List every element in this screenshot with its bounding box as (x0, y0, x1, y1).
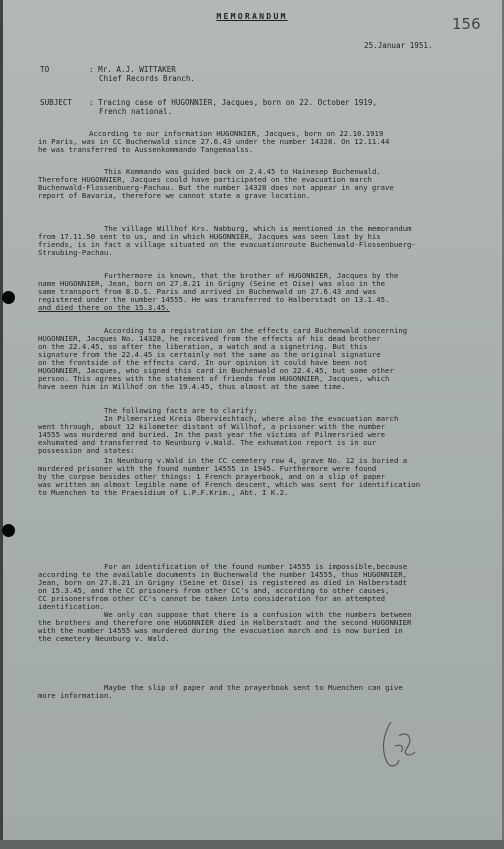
memo-text-line: according to the available documents in Buchenwald the number 14555, thus HUGONNIER, (38, 570, 408, 579)
memo-text-line: Therefore HUGONNIER, Jacques could have participated on the evacuation march (38, 175, 372, 184)
to-name: : Mr. A.J. WITTAKER (89, 65, 176, 74)
memo-text-line: In Neunburg v.Wald in the CC cemetery row 4, grave No. 12 is buried a (104, 456, 408, 465)
memo-text-line: The village Willhof Krs. Nabburg, which is mentioned in the memorandum (104, 224, 412, 233)
memo-text-line: more information. (38, 691, 113, 700)
memo-text-line: friends, is in fact a village situated on the evacuationroute Buchenwald-Flossenbuerg- (38, 240, 416, 249)
memo-text-line: identification. (38, 602, 104, 611)
memo-text-line: Buchenwald-Flossenbuerg-Pachau. But the number 14328 does not appear in any grave (38, 183, 394, 192)
memo-text-line: the cemetery Neunburg v. Wald. (38, 634, 170, 643)
memo-text-line: person. This agrees with the statement of friends from HUGONNIER, Jacques, which (38, 374, 390, 383)
handwritten-initials (377, 716, 417, 772)
memo-text-line: to Muenchen to the Praesidium of L.P.F.Krim., Abt. I K.2. (38, 488, 289, 497)
memo-text-line: report of Bavaria, therefore we cannot state a grave location. (38, 191, 311, 200)
memo-text-line: on the 22.4.45, so after the liberation, a watch and a signetring. But this (38, 342, 368, 351)
memo-text-line: on 15.3.45, and the CC prisoners from other CC's and, according to other causes, (38, 586, 390, 595)
memo-text-line: We only can suppose that there is a confusion with the numbers between (104, 610, 412, 619)
memo-text-line: in Paris, was in CC Buchenwald since 27.6.43 under the number 14328. On 12.11.44 (38, 137, 390, 146)
memo-text-line: registered under the number 14555. He was transferred to Halberstadt on 13.1.45. (38, 295, 390, 304)
memo-text-line: Jean, born on 27.8.21 in Grigny (Seine et Oise) is registered as died in Halberstadt (38, 578, 408, 587)
memo-text-line: have seen him in Willhof on the 19.4.45, thus almost at the same time. (38, 382, 346, 391)
memo-text-line: on the frontside of the effects card. In our opinion it could have been not (38, 358, 368, 367)
memo-text-line: with the number 14555 was murdered during the evacuation march and is now buried in (38, 626, 403, 635)
to-label: TO (40, 65, 50, 74)
memo-text-line: According to a registration on the effects card Buchenwald concerning (104, 326, 408, 335)
memo-text-line: exhumated and transferred to Neunburg v.Wald. The exhumation report is in our (38, 438, 377, 447)
to-position: Chief Records Branch. (99, 74, 196, 83)
memo-heading: MEMORANDUM (216, 11, 288, 21)
memo-text-line: In Pilmersried Kreis Oberviechtach, where also the evacuation march (104, 414, 399, 423)
memo-date: 25.Januar 1951. (364, 41, 433, 50)
memo-text-line: by the corpse besides other things: 1 French prayerbook, and on a slip of paper (38, 472, 386, 481)
memo-text-line: the brothers and therefore one HUGONNIER died in Halberstadt and the second HUGONNIER (38, 618, 412, 627)
memo-text-line: Maybe the slip of paper and the prayerbook sent to Muenchen can give (104, 683, 403, 692)
folio-number: 156 (452, 15, 481, 33)
memo-text-line: was written an almost legible name of French descent, which was sent for identification (38, 480, 421, 489)
memo-text-line: For an identification of the found number 14555 is impossible,because (104, 562, 408, 571)
memo-text-line: possession and states: (38, 446, 135, 455)
memo-text-line: he was transferred to Aussenkommando Tangemaalss. (38, 145, 254, 154)
memo-text-line: HUGONNIER, Jacques No. 14328, he received from the effects of his dead brother (38, 334, 381, 343)
memo-text-line: and died there on the 15.3.45. (38, 303, 170, 312)
memo-text-line: HUGONNIER, Jacques, who signed this card in Buchenwald on 22.4.45, but some other (38, 366, 394, 375)
memo-text-line: According to our information HUGONNIER, Jacques, born on 22.10.1919 (89, 129, 384, 138)
subject-line: French national. (99, 107, 173, 116)
memo-text-line: same transport from B.D.S. Paris and arrived in Buchenwald on 27.6.43 and was (38, 287, 377, 296)
memo-text-line: This Kommando was guided back on 2.4.45 to Hainesep Buchenwald. (104, 167, 381, 176)
memo-text-line: CC prisonersfrom other CC's cannot be taken into consideration for an attempted (38, 594, 386, 603)
memo-text-line: 14555 was murdered and buried. In the past year the victims of Pilmersried were (38, 430, 386, 439)
subject-line: : Tracing case of HUGONNIER, Jacques, born on 22. October 1919, (89, 98, 378, 107)
memo-text-line: signature from the 22.4.45 is certainly not the same as the original signature (38, 350, 381, 359)
memo-text-line: from 17.11.50 sent to us, and in which HUGONNIER, Jacques was seen last by his (38, 232, 381, 241)
subject-label: SUBJECT (40, 98, 73, 107)
memo-text-line: name HUGONNIER, Jean, born on 27.8.21 in Grigny (Seine et Oise) was also in the (38, 279, 386, 288)
memo-text-line: murdered prisoner with the found number 14555 in 1945. Furthermore were found (38, 464, 377, 473)
memo-text-line: The following facts are to clarify: (104, 406, 258, 415)
memo-text-line: Furthermore is known, that the brother of HUGONNIER, Jacques by the (104, 271, 399, 280)
memo-text-line: Straubing-Pachau. (38, 248, 113, 257)
memo-text-line: went through, about 12 kilometer distant of Willhof, a prisoner with the number (38, 422, 386, 431)
